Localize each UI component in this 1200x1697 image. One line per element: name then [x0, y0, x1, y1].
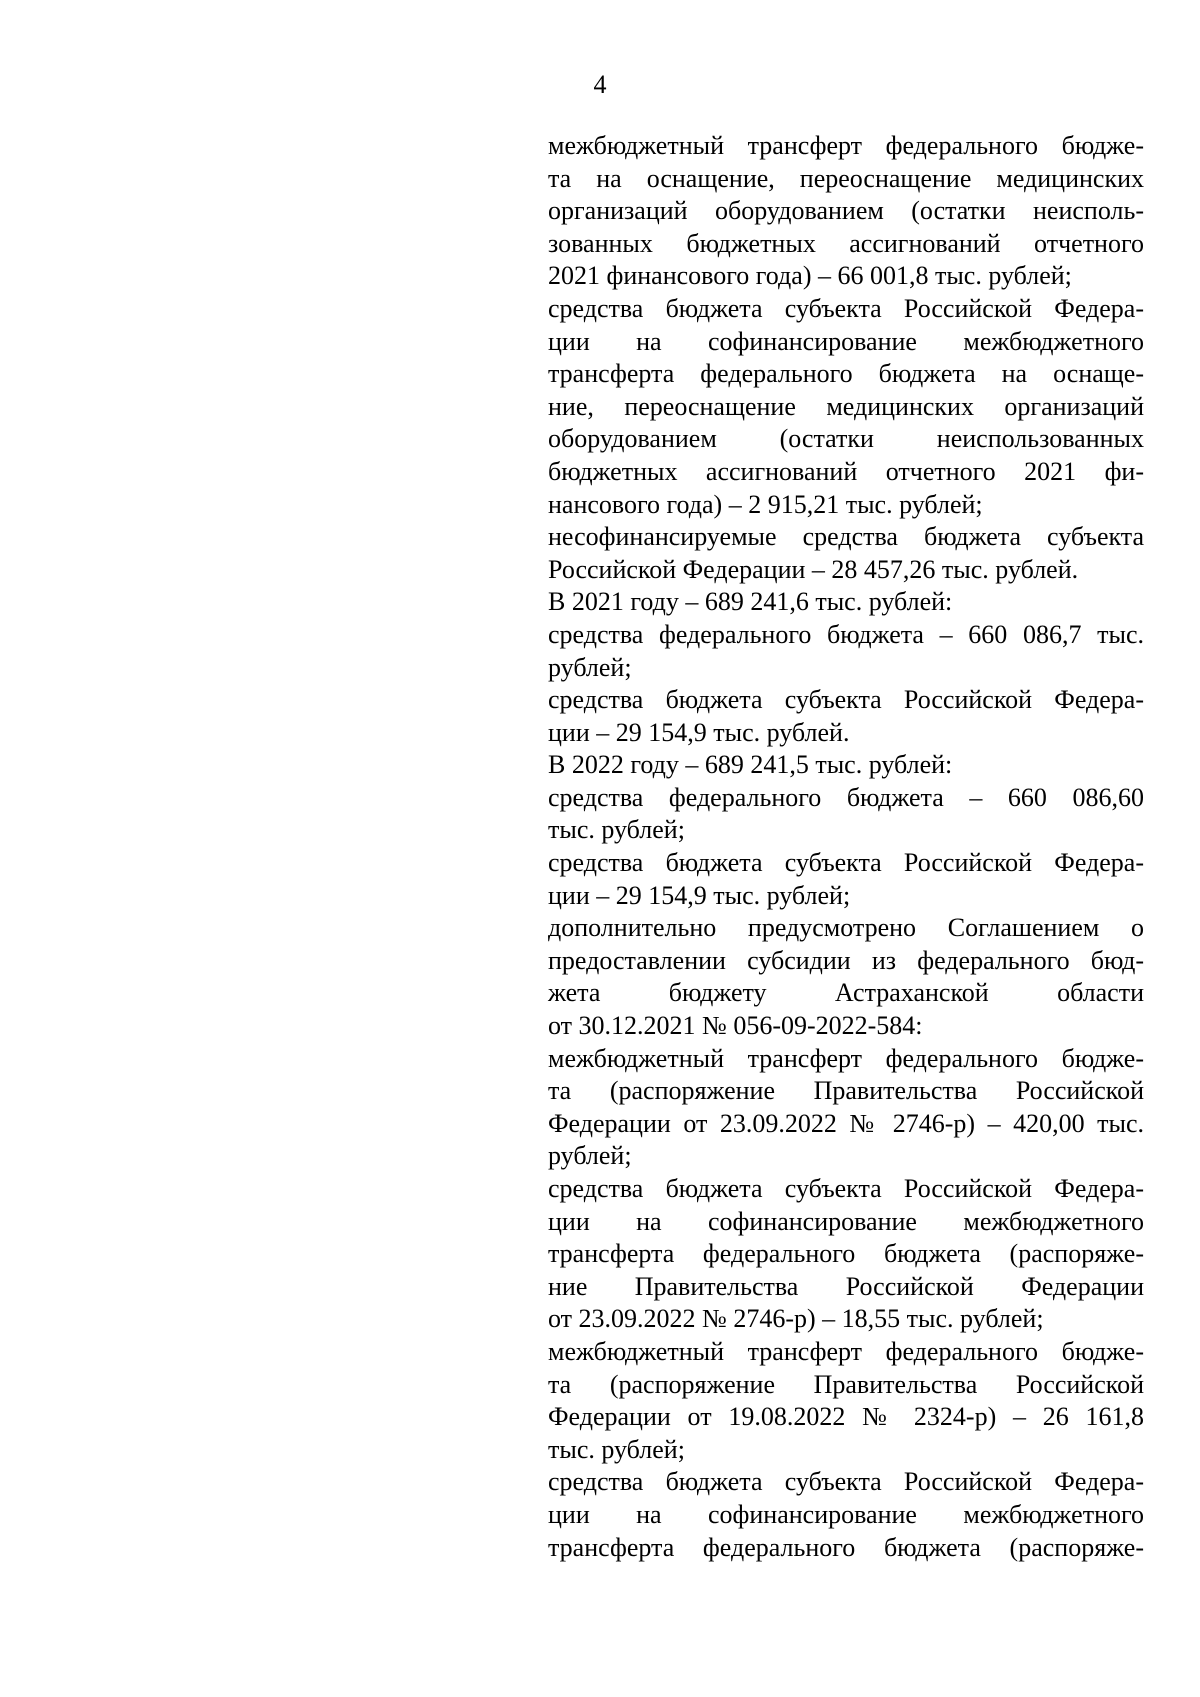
paragraph [548, 619, 1144, 684]
text-line: ции на софинансирование межбюджетного [548, 326, 1144, 356]
text-line: нансового года) – 2 915,21 тыс. рублей; [548, 489, 983, 519]
text-line: межбюджетный трансферт федерального бюдже- [548, 1043, 1144, 1073]
text-line: средства бюджета субъекта Российской Федера- [548, 1174, 1144, 1203]
paragraph [548, 684, 1144, 749]
text-line: трансферта федерального бюджета на оснаще- [548, 359, 1144, 389]
text-line: ции на софинансирование межбюджетного [548, 1499, 1144, 1529]
text-line: средства бюджета субъекта Российской Федера- [548, 293, 1144, 323]
text-line: жета бюджету Астраханской области [548, 978, 1144, 1008]
text-line: организаций оборудованием (остатки неисполь- [548, 196, 1144, 226]
text-line: средства федерального бюджета – 660 086,7 тыс. [548, 619, 1144, 649]
text-line: В 2022 году – 689 241,5 тыс. рублей: [548, 750, 953, 780]
text-line: рублей; [548, 1141, 632, 1171]
text-line: трансферта федерального бюджета (распоряже- [548, 1532, 1144, 1562]
paragraph [548, 521, 1144, 586]
text-line: та (распоряжение Правительства Российской [548, 1369, 1144, 1399]
text-line: Российской Федерации – 28 457,26 тыс. рублей. [548, 554, 1079, 584]
text-line: бюджетных ассигнований отчетного 2021 фи- [548, 456, 1144, 486]
text-line: предоставлении субсидии из федерального бюд- [548, 945, 1144, 975]
text-line: тыс. рублей; [548, 815, 685, 845]
text-line: Федерации от 23.09.2022 № 2746-р) – 420,00 тыс. [548, 1108, 1144, 1138]
text-line: рублей; [548, 652, 632, 682]
page-number: 4 [593, 70, 607, 99]
text-line: средства бюджета субъекта Российской Федера- [548, 848, 1144, 878]
text-line: от 23.09.2022 № 2746-р) – 18,55 тыс. рублей; [548, 1304, 1044, 1334]
text-line: средства федерального бюджета – 660 086,60 [548, 782, 1144, 812]
paragraph [548, 1173, 1144, 1336]
text-line: межбюджетный трансферт федерального бюдже- [548, 131, 1144, 160]
text-line: ции – 29 154,9 тыс. рублей; [548, 880, 851, 910]
paragraph [548, 1336, 1144, 1466]
paragraph [548, 293, 1144, 521]
paragraph [548, 130, 1144, 293]
text-line: зованных бюджетных ассигнований отчетного [548, 228, 1144, 258]
document-body [548, 130, 1144, 1564]
text-line: ние Правительства Российской Федерации [548, 1271, 1144, 1301]
text-line: средства бюджета субъекта Российской Федера- [548, 685, 1144, 715]
text-line: Федерации от 19.08.2022 № 2324-р) – 26 161,8 [548, 1402, 1144, 1432]
paragraph [548, 1043, 1144, 1173]
text-line: оборудованием (остатки неиспользованных [548, 424, 1144, 454]
text-line: та (распоряжение Правительства Российской [548, 1076, 1144, 1106]
paragraph [548, 749, 1144, 782]
text-line: тыс. рублей; [548, 1434, 685, 1464]
text-line: от 30.12.2021 № 056-09-2022-584: [548, 1011, 923, 1041]
text-line: В 2021 году – 689 241,6 тыс. рублей: [548, 587, 953, 617]
paragraph [548, 912, 1144, 1042]
text-line: 2021 финансового года) – 66 001,8 тыс. рублей; [548, 261, 1072, 291]
paragraph [548, 1466, 1144, 1564]
text-line: несофинансируемые средства бюджета субъекта [548, 522, 1144, 552]
text-line: межбюджетный трансферт федерального бюдже- [548, 1336, 1144, 1366]
text-line: трансферта федерального бюджета (распоряже- [548, 1239, 1144, 1269]
paragraph [548, 847, 1144, 912]
text-line: ние, переоснащение медицинских организаций [548, 391, 1144, 421]
text-line: средства бюджета субъекта Российской Федера- [548, 1467, 1144, 1497]
paragraph [548, 586, 1144, 619]
text-line: ции – 29 154,9 тыс. рублей. [548, 717, 850, 747]
paragraph [548, 782, 1144, 847]
text-line: ции на софинансирование межбюджетного [548, 1206, 1144, 1236]
text-line: дополнительно предусмотрено Соглашением о [548, 913, 1144, 943]
text-line: та на оснащение, переоснащение медицинских [548, 163, 1144, 193]
